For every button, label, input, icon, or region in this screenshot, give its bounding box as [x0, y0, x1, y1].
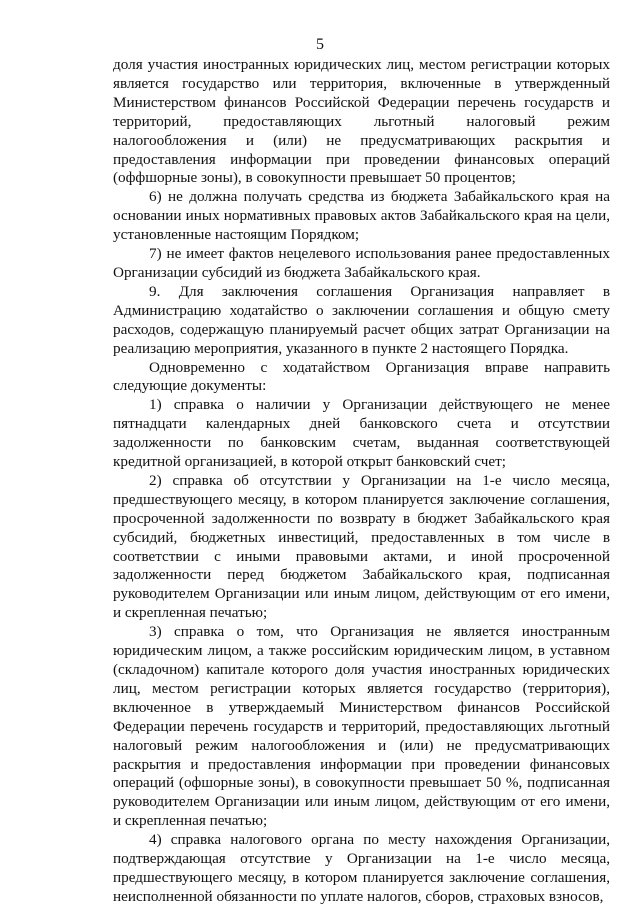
paragraph-document-2: 2) справка об отсутствии у Организации на 1-е число месяца, предшествующего месяцу, в котором планируется заключение соглашения, просроченной задолженности по возврату в бюджет Забайкальского края субсидий, бюджетных инвестиций, предоставленных в том числе в соответствии с иными правовыми актами, и иной просроченной задолженности перед бюджетом Забайкальского края, подписанная руководителем Организации или иным лицом, действующим от его имени, и скрепленная печатью; [113, 471, 610, 622]
paragraph-continuation: доля участия иностранных юридических лиц, местом регистрации которых является государство или территория, включенные в утвержденный Министерством финансов Российской Федерации перечень государств и территорий, предоставляющих льготный налоговый режим налогообложения и (или) не предусматривающих раскрытия и предоставления информации при проведении финансовых операций (оффшорные зоны), в совокупности превышает 50 процентов; [113, 56, 610, 187]
page-number: 5 [316, 36, 324, 53]
paragraph-documents-intro: Одновременно с ходатайством Организация вправе направить следующие документы: [113, 358, 610, 395]
paragraph-document-4: 4) справка налогового органа по месту нахождения Организации, подтверждающая отсутствие у Организации на 1-е число месяца, предшествующего месяцу, в котором планируется заключение соглашения, неисполненной обязанности по уплате налогов, сборов, страховых взносов, [113, 831, 610, 905]
paragraph-item-7: 7) не имеет фактов нецелевого использования ранее предоставленных Организации субсидий из бюджета Забайкальского края. [113, 245, 610, 281]
paragraph-item-6: 6) не должна получать средства из бюджета Забайкальского края на основании иных нормативных правовых актов Забайкальского края на цели, установленные настоящим Порядком; [113, 188, 610, 244]
paragraph-document-1: 1) справка о наличии у Организации действующего не менее пятнадцати календарных дней банковского счета и отсутствии задолженности по банковским счетам, выданная соответствующей кредитной организацией, в которой открыт банковский счет; [113, 396, 610, 471]
document-body [113, 56, 610, 907]
paragraph-document-3: 3) справка о том, что Организация не является иностранным юридическим лицом, а также российским юридическим лицом, в уставном (складочном) капитале которого доля участия иностранных юридических лиц, местом регистрации которых является государство (территория), включенное в утверждаемый Министерством финансов Российской Федерации перечень государств и территорий, предоставляющих льготный налоговый режим налогообложения и (или) не предусматривающих раскрытия и предоставления информации при проведении финансовых операций (офшорные зоны), в совокупности превышает 50 %, подписанная руководителем Организации или иным лицом, действующим от его имени, и скрепленная печатью; [113, 623, 610, 830]
paragraph-section-9: 9. Для заключения соглашения Организация направляет в Администрацию ходатайство о заключении соглашения и общую смету расходов, содержащую планируемый расчет общих затрат Организации на реализацию мероприятия, указанного в пункте 2 настоящего Порядка. [113, 282, 610, 357]
